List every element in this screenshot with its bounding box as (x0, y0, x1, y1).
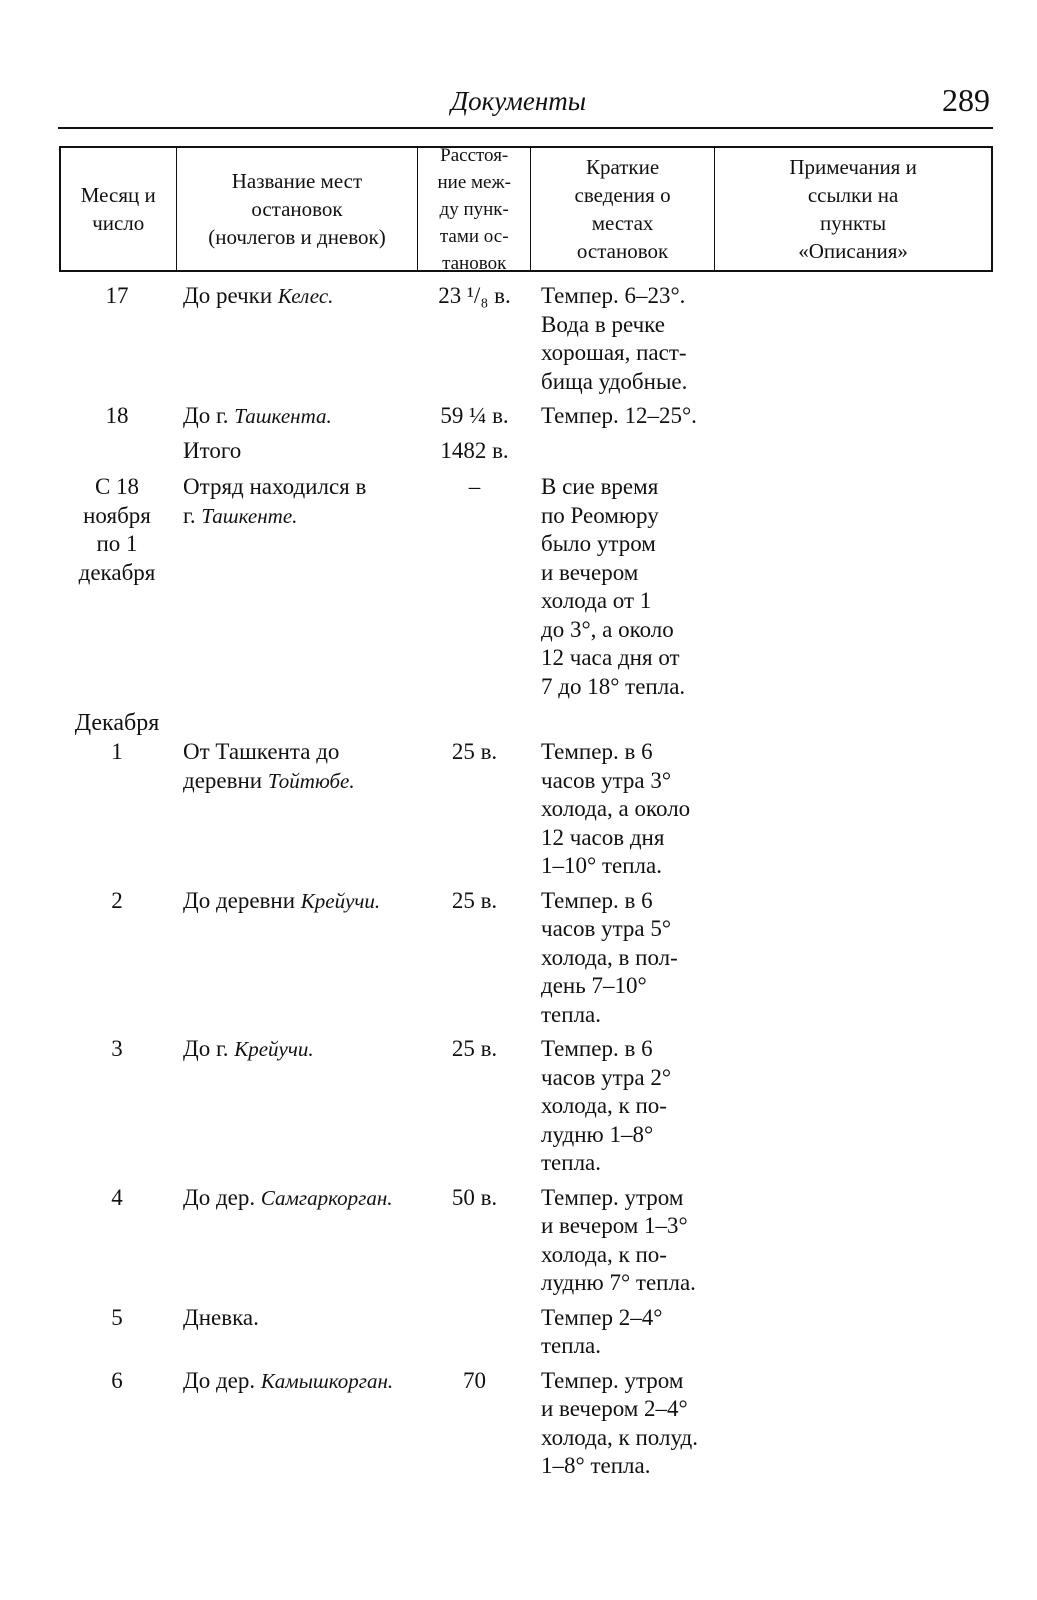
cell-place (175, 1367, 418, 1481)
cell-notes (716, 473, 993, 701)
place-name-italic: Келес. (277, 284, 334, 308)
cell-distance: 59 ¼ в. (440, 403, 509, 428)
place-text: До деревни (183, 887, 301, 913)
cell-date: 18 (105, 403, 129, 428)
cell-place (175, 1035, 418, 1178)
cell-distance (418, 1304, 531, 1361)
table-row (59, 1367, 993, 1481)
cell-place (175, 282, 418, 396)
table-row (59, 402, 993, 431)
cell-place (175, 1184, 418, 1298)
place-name-italic: Крейучи. (300, 888, 381, 913)
header-month-date: Месяц и число (61, 148, 177, 270)
cell-place (175, 473, 418, 701)
place-name-italic: Ташкенте. (201, 503, 298, 528)
cell-date: С 18 ноября по 1 декабря (78, 474, 156, 585)
table-row (59, 282, 993, 396)
cell-place (175, 437, 418, 466)
place-name-italic: Самгаркорган. (260, 1185, 393, 1210)
cell-info: Темпер. утром и вечером 2–4° холода, к полуд. 1–8° тепла. (541, 1367, 698, 1478)
cell-info: Темпер. утром и вечером 1–3° холода, к по- лудню 7° тепла. (541, 1184, 696, 1295)
place-name-italic: Камышкорган. (260, 1368, 394, 1393)
table-row (59, 437, 993, 466)
row-group-december (59, 738, 993, 1481)
header-rule (58, 127, 993, 129)
cell-notes (716, 1184, 993, 1298)
place-text: Дневка. (183, 1304, 259, 1330)
cell-notes (716, 402, 993, 431)
cell-notes (716, 1304, 993, 1361)
header-distance: Расстоя- ние меж- ду пунк- тами ос- тановок (418, 148, 531, 270)
cell-notes (716, 1367, 993, 1481)
cell-info: Темпер. в 6 часов утра 3° холода, а около 12 часов дня 1–10° тепла. (541, 739, 691, 878)
cell-date: 3 (111, 1036, 123, 1061)
table-body (59, 282, 993, 1481)
place-text: До г. (183, 1036, 235, 1061)
cell-info: Темпер. в 6 часов утра 5° холода, в пол- день 7–10° тепла. (541, 887, 678, 1027)
header-place-names: Название мест остановок (ночлегов и дневок) (177, 148, 419, 270)
running-head: Документы (450, 86, 586, 116)
cell-distance: 50 в. (451, 1184, 498, 1210)
cell-date: 17 (105, 283, 129, 308)
cell-date (59, 437, 175, 466)
cell-date: 5 (111, 1304, 123, 1330)
cell-date: 2 (111, 887, 123, 913)
header-brief-info: Краткие сведения о местах остановок (531, 148, 715, 270)
cell-distance: 25 в. (451, 1036, 498, 1061)
place-text: До дер. (183, 1367, 261, 1393)
table-row (59, 887, 993, 1030)
cell-notes (716, 282, 993, 396)
cell-distance: 23 ¹/₈ в. (438, 283, 511, 308)
table-row (59, 1304, 993, 1361)
cell-info: В сие время по Реомюру было утром и вечером холода от 1 до 3°, а около 12 часа дня от 7 до 18° тепла. (541, 474, 686, 699)
table-row (59, 1184, 993, 1298)
cell-distance: 70 (463, 1367, 486, 1393)
cell-info (531, 437, 716, 466)
cell-distance: 25 в. (451, 739, 498, 764)
cell-distance: 1482 в. (440, 437, 509, 463)
cell-place (175, 738, 418, 881)
cell-date: 1 (111, 739, 123, 764)
cell-info: Темпер 2–4° тепла. (541, 1304, 663, 1358)
header-notes: Примечания и ссылки на пункты «Описания» (789, 155, 917, 263)
place-text: До г. (183, 403, 235, 428)
table-row (59, 473, 993, 701)
cell-notes (716, 437, 993, 466)
table-row (59, 1035, 993, 1178)
cell-place (175, 1304, 418, 1361)
place-text: От Ташкента до деревни (183, 739, 340, 793)
cell-notes (716, 738, 993, 881)
cell-info: Темпер. 6–23°. Вода в речке хорошая, паст- бища удобные. (541, 283, 688, 394)
cell-info: Темпер. в 6 часов утра 2° холода, к по- лудню 1–8° тепла. (541, 1036, 672, 1175)
page-number: 289 (942, 82, 990, 118)
cell-date: 4 (111, 1184, 123, 1210)
place-text: Отряд находился в г. (183, 474, 367, 528)
cell-place (175, 887, 418, 1030)
place-name-italic: Крейучи. (234, 1037, 314, 1061)
place-text: Итого (183, 437, 242, 463)
cell-date: 6 (111, 1367, 123, 1393)
month-heading: Декабря (74, 710, 160, 736)
place-name-italic: Ташкента. (234, 404, 332, 428)
cell-distance: 25 в. (451, 887, 498, 913)
cell-notes (716, 1035, 993, 1178)
table-header (59, 146, 993, 272)
cell-info: Темпер. 12–25°. (541, 403, 697, 428)
place-text: До дер. (183, 1184, 261, 1210)
row-group-november (59, 282, 993, 701)
cell-place (175, 402, 418, 431)
place-name-italic: Тойтюбе. (267, 768, 355, 793)
place-text: До речки (183, 283, 278, 308)
cell-notes (716, 887, 993, 1030)
table-row (59, 738, 993, 881)
cell-distance: – (468, 474, 481, 499)
